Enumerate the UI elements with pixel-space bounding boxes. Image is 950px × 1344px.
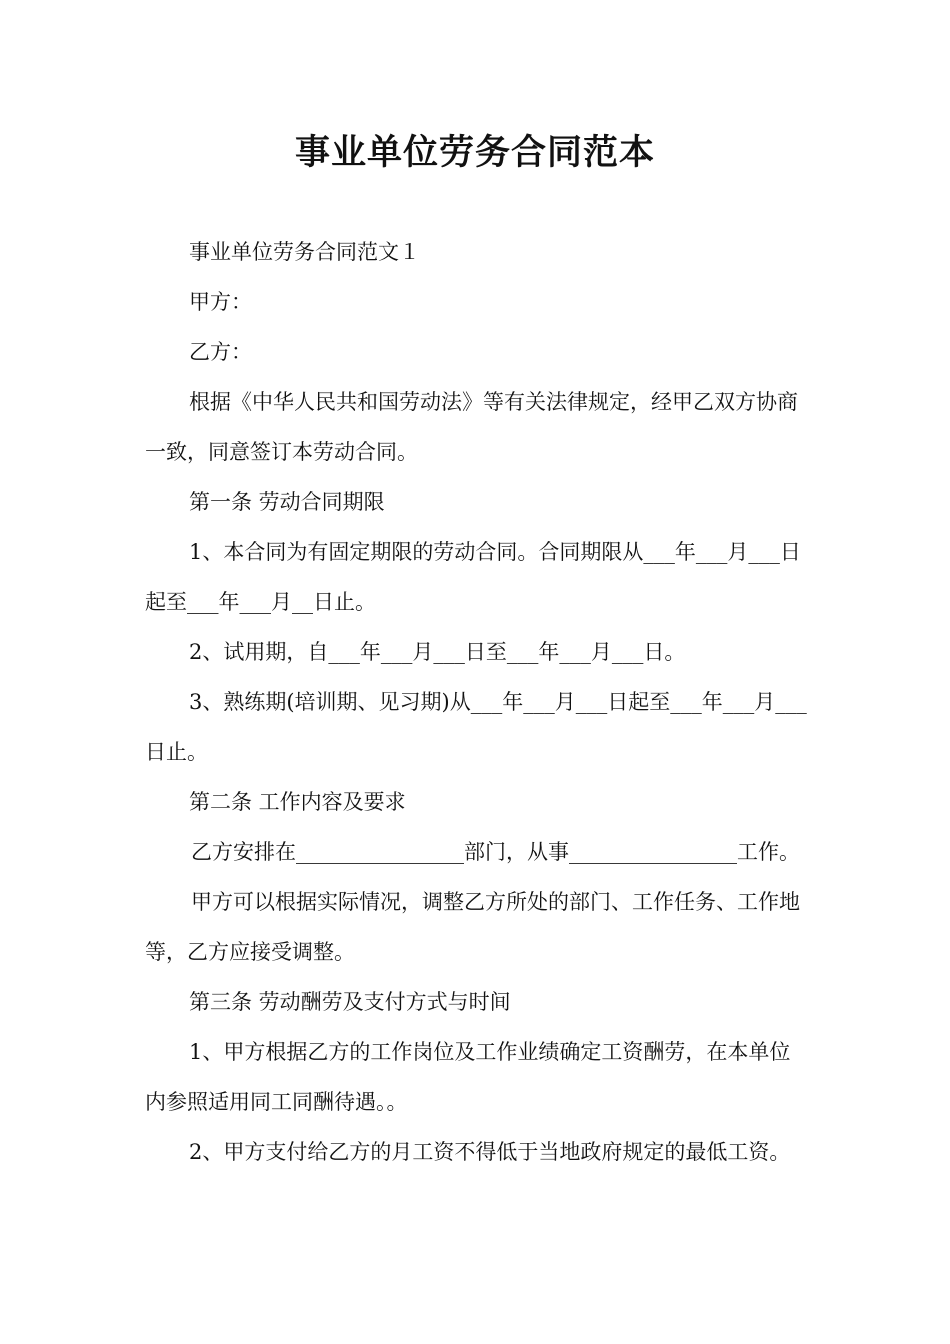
- article-3-clause-2: 2、甲方支付给乙方的月工资不得低于当地政府规定的最低工资。: [189, 1140, 791, 1164]
- document-title: 事业单位劳务合同范本: [294, 133, 655, 173]
- article-2-adjustment: 甲方可以根据实际情况，调整乙方所处的部门、工作任务、工作地等，乙方应接受调整。: [145, 890, 800, 964]
- article-1-clause-1: 1、本合同为有固定期限的劳动合同。合同期限从___年___月___日起至___年___月__日止。: [145, 540, 801, 614]
- article-1-heading: 第一条 劳动合同期限: [189, 490, 385, 514]
- document-body: [145, 227, 810, 1177]
- paragraph-party-b: 乙方：: [189, 340, 252, 364]
- paragraph-subtitle: 事业单位劳务合同范文１: [189, 240, 420, 264]
- article-1-clause-3: 3、熟练期(培训期、见习期)从___年___月___日起至___年___月___日止。: [145, 690, 807, 764]
- article-3-clause-1: 1、甲方根据乙方的工作岗位及工作业绩确定工资酬劳，在本单位内参照适用同工同酬待遇。。: [145, 1040, 791, 1114]
- article-3-heading: 第三条 劳动酬劳及支付方式与时间: [189, 990, 511, 1014]
- paragraph-preamble: 根据《中华人民共和国劳动法》等有关法律规定，经甲乙双方协商一致，同意签订本劳动合同。: [145, 390, 798, 464]
- article-2-assignment: 乙方安排在________________部门，从事________________工作。: [191, 840, 800, 864]
- paragraph-party-a: 甲方：: [189, 290, 252, 314]
- article-2-heading: 第二条 工作内容及要求: [189, 790, 406, 814]
- article-1-clause-2: 2、试用期，自___年___月___日至___年___月___日。: [189, 640, 686, 664]
